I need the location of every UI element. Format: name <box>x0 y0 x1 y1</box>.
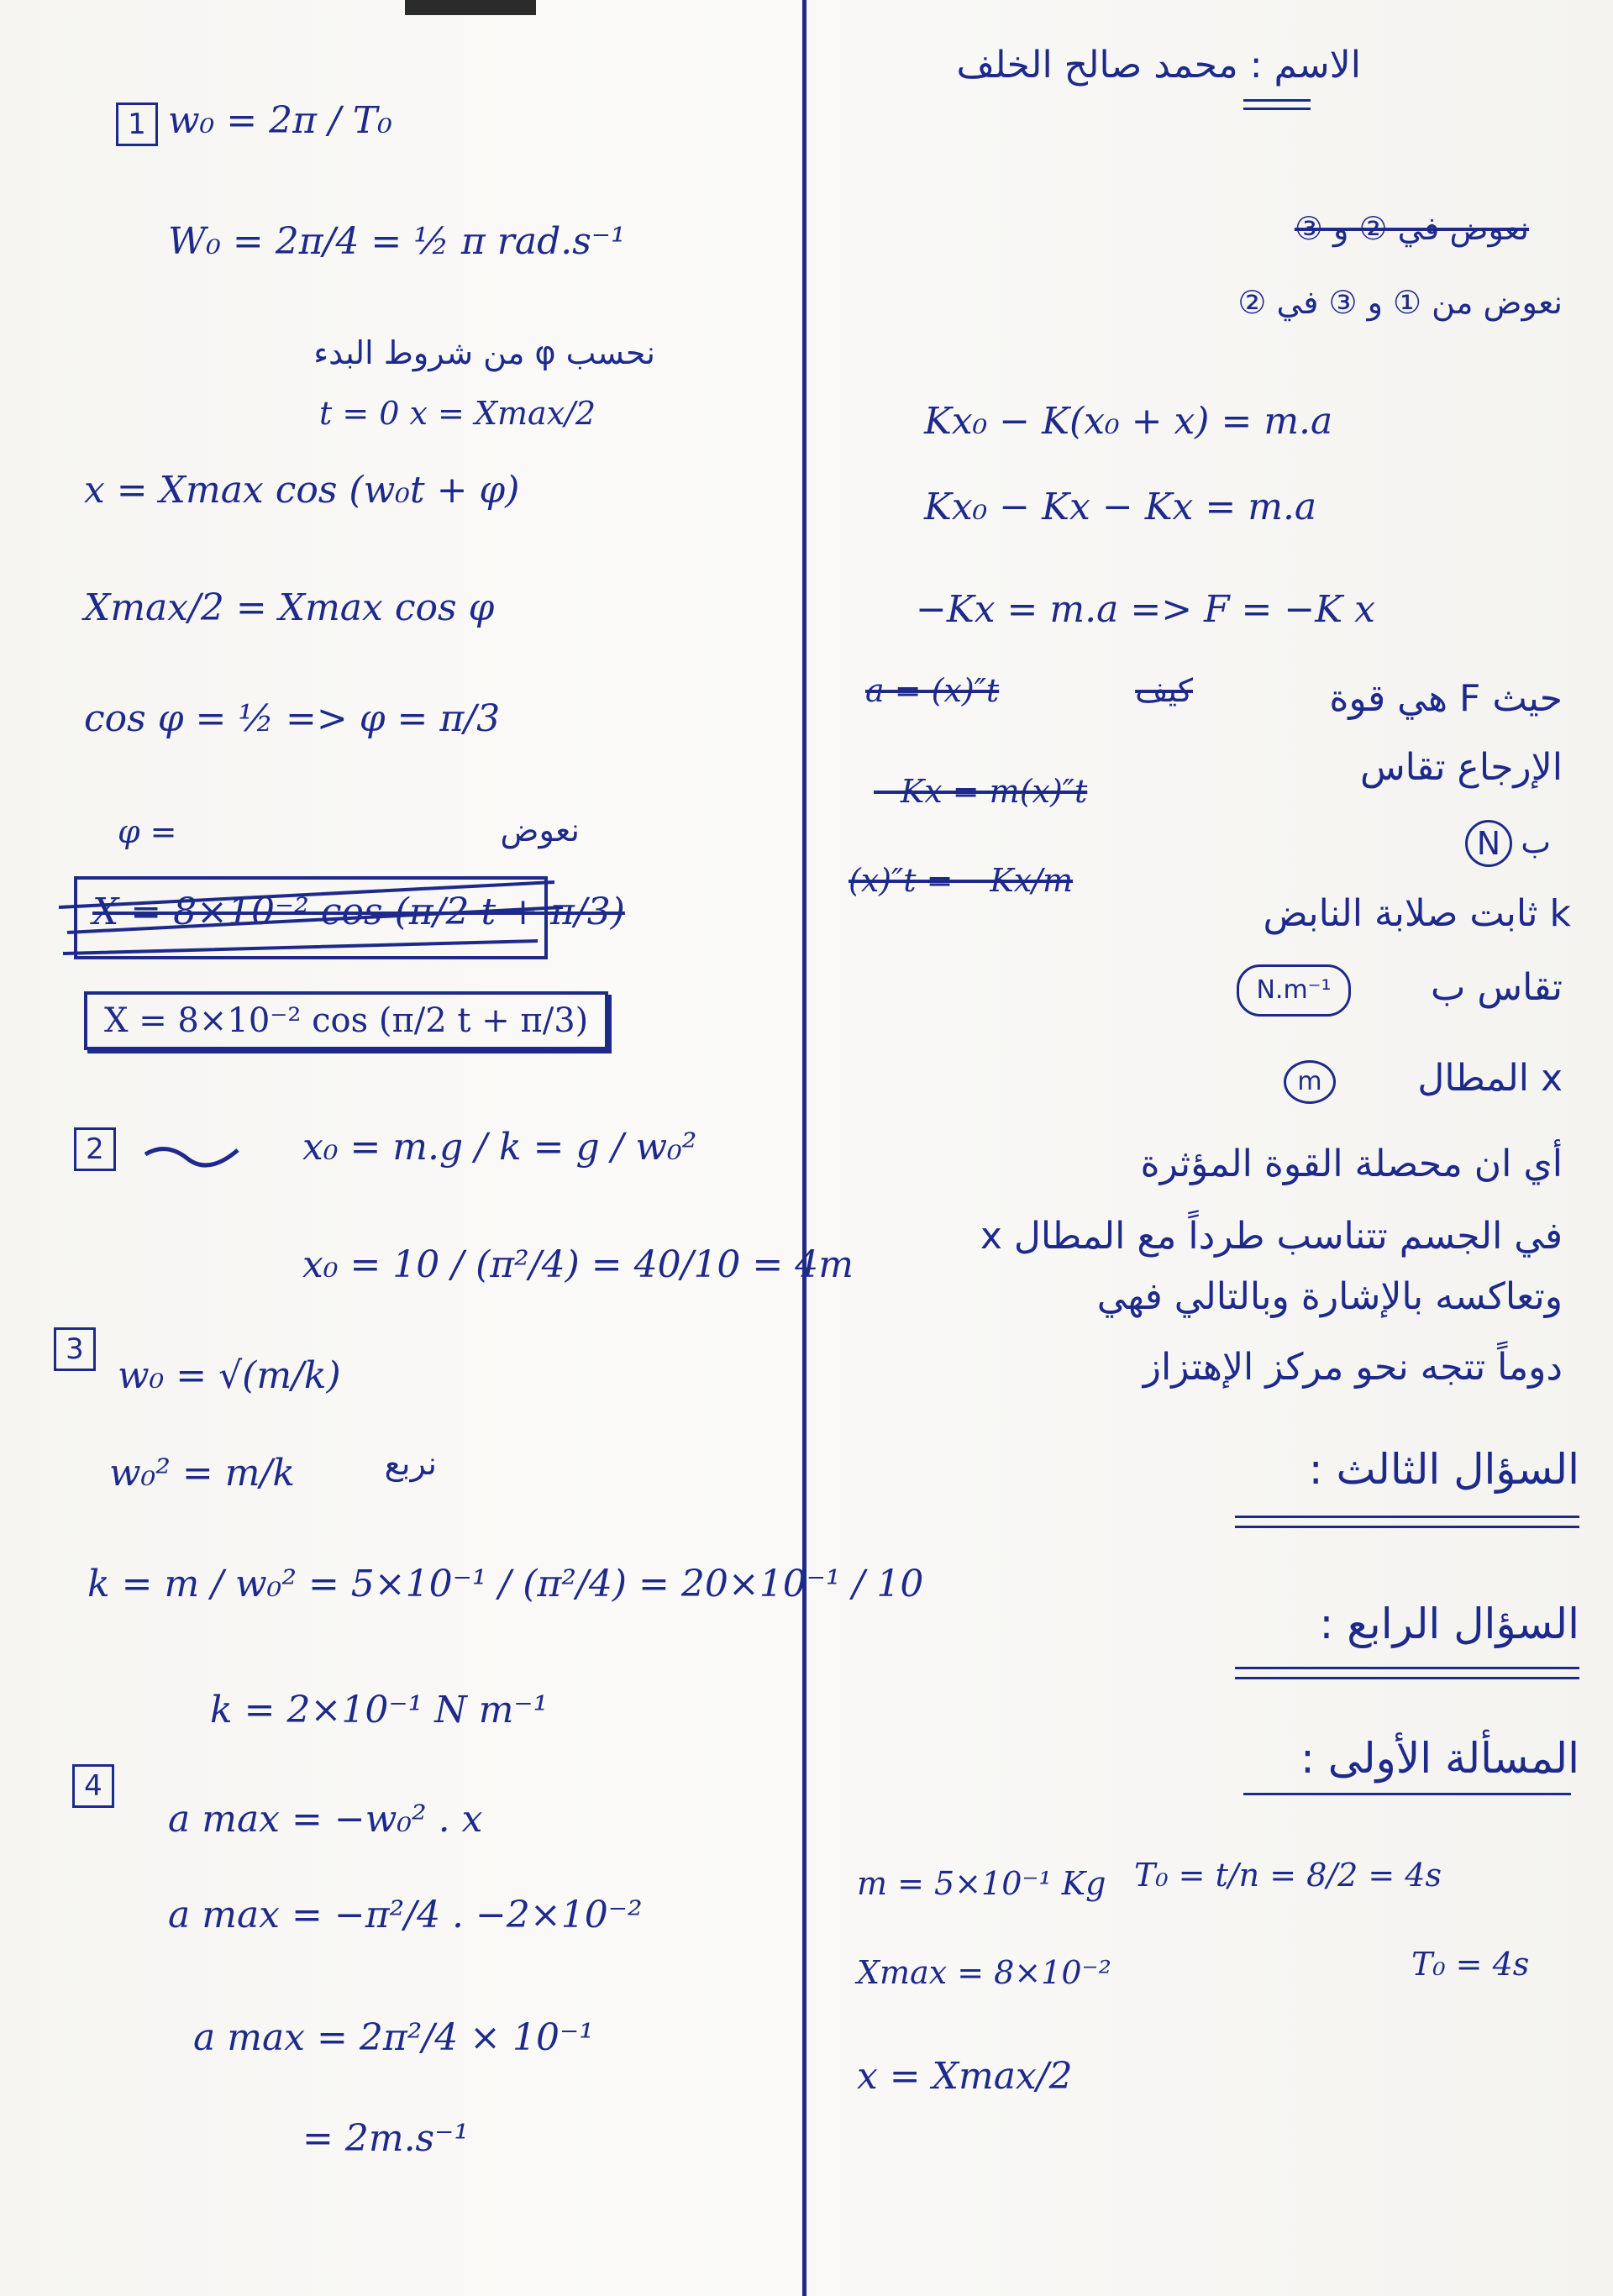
crossed-word: كيف <box>1135 672 1193 709</box>
equation-2: Kx₀ − Kx − Kx = m.a <box>924 486 1317 528</box>
elongation-line: x المطال <box>1417 1057 1563 1100</box>
heading-underline <box>1235 1526 1579 1528</box>
crossed-line-1: نعوض في ② و ③ <box>1294 210 1529 247</box>
measured-line: تقاس ب <box>1430 966 1563 1009</box>
unit-N-circle: N <box>1465 820 1512 867</box>
q3-line-2-arabic: نربع <box>384 1445 437 1482</box>
scribble-mark <box>141 1137 242 1171</box>
q1-crossed-answer: X = 8×10⁻² cos (π/2 t + π/3) <box>92 891 625 933</box>
given-amplitude: Xmax = 8×10⁻² <box>857 1954 1111 1991</box>
q4-line-2: a max = −π²/4 . −2×10⁻² <box>168 1894 643 1936</box>
page-divider-line <box>802 0 806 2296</box>
unit-m-circle: m <box>1284 1060 1336 1104</box>
k-constant-line: k ثابت صلابة النابض <box>1263 892 1571 935</box>
scribble-mark <box>50 874 571 966</box>
q1-line-5: x = Xmax cos (w₀t + φ) <box>84 469 520 512</box>
question-3-heading: السؤال الثالث : <box>1308 1445 1579 1494</box>
crossed-equation-c: (x)″t = −Kx/m <box>849 862 1074 899</box>
binder-clip <box>405 0 536 15</box>
name-underline <box>1243 108 1311 110</box>
crossed-equation-a: a = (x)″t <box>865 672 1000 709</box>
substitute-line: نعوض من ① و ③ في ② <box>1237 284 1563 321</box>
q3-line-4: k = 2×10⁻¹ N m⁻¹ <box>210 1689 549 1731</box>
q4-line-3: a max = 2π²/4 × 10⁻¹ <box>193 2016 594 2059</box>
q4-line-1: a max = −w₀² . x <box>168 1798 483 1841</box>
explanation-line-1: أي ان محصلة القوة المؤثرة <box>1140 1143 1563 1185</box>
unit-Nm-circle: N.m⁻¹ <box>1237 964 1351 1017</box>
question-number-1: 1 <box>116 102 158 146</box>
q1-line-4: t = 0 x = Xmax/2 <box>319 395 596 432</box>
given-mass: m = 5×10⁻¹ Kg <box>857 1865 1106 1902</box>
q4-line-4: = 2m.s⁻¹ <box>302 2117 469 2160</box>
crossed-equation-b: −Kx = m(x)″t <box>874 773 1088 810</box>
q2-line-1: x₀ = m.g / k = g / w₀² <box>302 1126 697 1169</box>
explanation-line-4: دوماً تتجه نحو مركز الإهتزاز <box>1143 1346 1563 1389</box>
q1-line-1: w₀ = 2π / T₀ <box>168 99 392 142</box>
q3-line-3: k = m / w₀² = 5×10⁻¹ / (π²/4) = 20×10⁻¹ / 10 <box>87 1563 924 1605</box>
heading-underline <box>1235 1516 1579 1518</box>
given-initial-position: x = Xmax/2 <box>857 2055 1073 2098</box>
restore-line: الإرجاع تقاس <box>1359 746 1563 789</box>
q1-line-6: Xmax/2 = Xmax cos φ <box>84 586 495 629</box>
question-number-2: 2 <box>74 1127 116 1171</box>
name-underline <box>1243 99 1311 102</box>
q1-line-3-arabic: نحسب φ من شروط البدء <box>313 334 655 371</box>
q1-line-7: cos φ = ½ => φ = π/3 <box>84 697 501 740</box>
question-number-4: 4 <box>72 1764 114 1808</box>
heading-underline <box>1235 1677 1579 1679</box>
heading-underline <box>1235 1667 1579 1669</box>
q2-line-2: x₀ = 10 / (π²/4) = 40/10 = 4m <box>302 1243 854 1286</box>
q1-final-answer-box: X = 8×10⁻² cos (π/2 t + π/3) <box>84 991 608 1050</box>
where-line: حيث F هي قوة <box>1329 677 1563 720</box>
given-period-equation: T₀ = t/n = 8/2 = 4s <box>1134 1857 1442 1894</box>
q3-line-2: w₀² = m/k <box>109 1452 295 1495</box>
question-number-3: 3 <box>54 1327 96 1371</box>
q1-line-8-arabic: نعوض <box>500 812 580 849</box>
given-period: T₀ = 4s <box>1411 1946 1530 1983</box>
unit-N-prefix: ب <box>1521 823 1551 860</box>
student-name: الاسم : محمد صالح الخلف <box>956 44 1361 87</box>
q1-line-8-symbol: φ = <box>118 813 177 850</box>
heading-underline <box>1243 1793 1571 1795</box>
problem-1-heading: المسألة الأولى : <box>1300 1734 1579 1783</box>
question-4-heading: السؤال الرابع : <box>1319 1600 1579 1648</box>
q1-line-2: W₀ = 2π/4 = ½ π rad.s⁻¹ <box>168 220 626 263</box>
equation-3: −Kx = m.a => F = −K x <box>916 588 1375 631</box>
explanation-line-3: وتعاكسه بالإشارة وبالتالي فهي <box>1096 1275 1563 1318</box>
explanation-line-2: في الجسم تتناسب طرداً مع المطال x <box>980 1215 1563 1258</box>
equation-1: Kx₀ − K(x₀ + x) = m.a <box>924 400 1333 443</box>
q3-line-1: w₀ = √(m/k) <box>118 1354 341 1397</box>
